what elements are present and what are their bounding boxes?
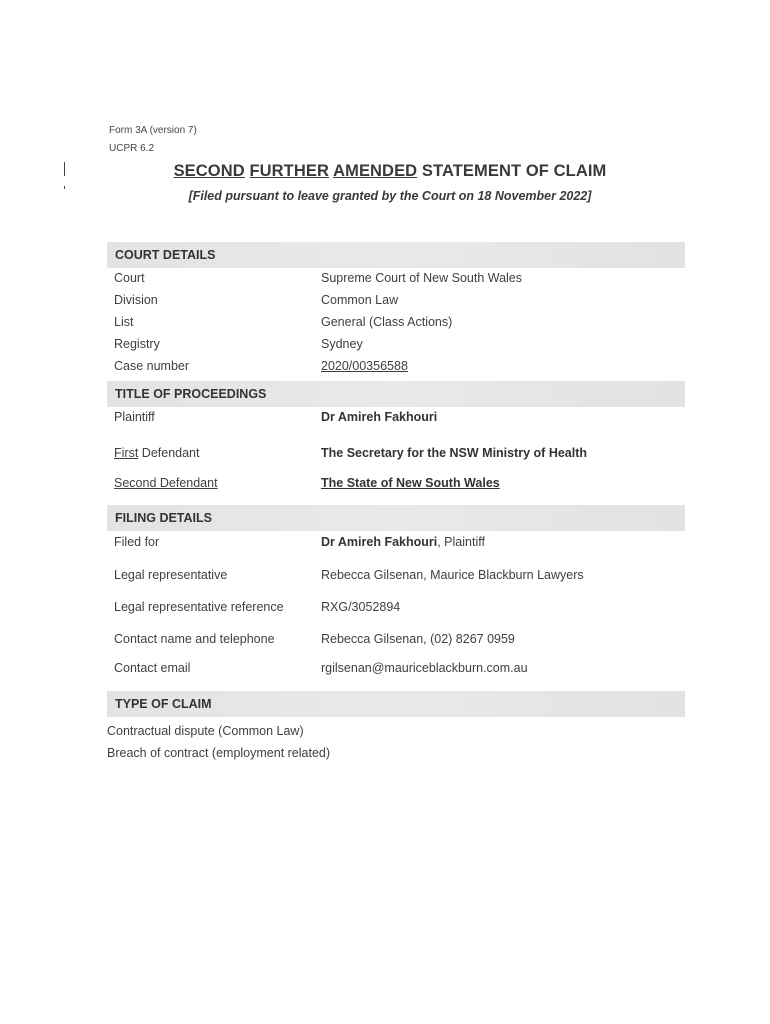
row-value-court: Supreme Court of New South Wales (321, 271, 523, 285)
row-label-legal-representative: Legal representative (114, 568, 228, 582)
row-value-legal-reference: RXG/3052894 (321, 600, 401, 614)
row-value-legal-representative: Rebecca Gilsenan, Maurice Blackburn Lawyers (321, 568, 584, 582)
row-value-second-defendant: The State of New South Wales (321, 476, 500, 490)
section-heading: TYPE OF CLAIM (115, 697, 212, 711)
row-label-first-defendant (114, 446, 199, 460)
row-value-division: Common Law (321, 293, 399, 307)
row-value-plaintiff: Dr Amireh Fakhouri (321, 410, 438, 424)
claim-type-line: Breach of contract (employment related) (107, 746, 331, 760)
section-heading: COURT DETAILS (115, 248, 216, 262)
form-version: Form 3A (version 7) (109, 125, 197, 136)
row-label-court: Court (114, 271, 145, 285)
title-part-amended: AMENDED (333, 162, 418, 180)
row-label-registry: Registry (114, 337, 160, 351)
section-heading: TITLE OF PROCEEDINGS (115, 387, 267, 401)
row-label-plaintiff: Plaintiff (114, 410, 155, 424)
row-value-case-number: 2020/00356588 (321, 359, 408, 373)
section-filing-details (107, 505, 685, 531)
section-type-of-claim (107, 691, 685, 717)
section-court-details (107, 242, 685, 268)
section-title-of-proceedings (107, 381, 685, 407)
row-label-list: List (114, 315, 134, 329)
row-label-legal-reference: Legal representative reference (114, 600, 284, 614)
title-part-statement: STATEMENT OF CLAIM (421, 162, 607, 180)
filed-for-name: Dr Amireh Fakhouri (321, 535, 438, 549)
row-value-contact-email: rgilsenan@mauriceblackburn.com.au (321, 661, 528, 675)
row-value-registry: Sydney (321, 337, 363, 351)
row-value-filed-for (321, 535, 485, 549)
document-title (0, 162, 770, 181)
section-heading: FILING DETAILS (115, 511, 212, 525)
row-value-contact-name: Rebecca Gilsenan, (02) 8267 0959 (321, 632, 515, 646)
claim-type-line: Contractual dispute (Common Law) (107, 724, 304, 738)
row-label-contact-email: Contact email (114, 661, 191, 675)
filed-for-role: , Plaintiff (437, 535, 485, 549)
first-defendant-word: Defendant (138, 446, 200, 460)
row-label-second-defendant: Second Defendant (114, 476, 218, 490)
title-part-second: SECOND (173, 162, 245, 180)
row-label-division: Division (114, 293, 158, 307)
title-part-further: FURTHER (249, 162, 329, 180)
row-label-case-number: Case number (114, 359, 190, 373)
first-defendant-ordinal: First (114, 446, 139, 460)
form-rule: UCPR 6.2 (109, 143, 155, 154)
row-value-list: General (Class Actions) (321, 315, 453, 329)
row-label-filed-for: Filed for (114, 535, 160, 549)
row-value-first-defendant: The Secretary for the NSW Ministry of Health (321, 446, 588, 460)
document-subtitle: [Filed pursuant to leave granted by the Court on 18 November 2022] (188, 189, 592, 203)
row-label-contact-name: Contact name and telephone (114, 632, 275, 646)
